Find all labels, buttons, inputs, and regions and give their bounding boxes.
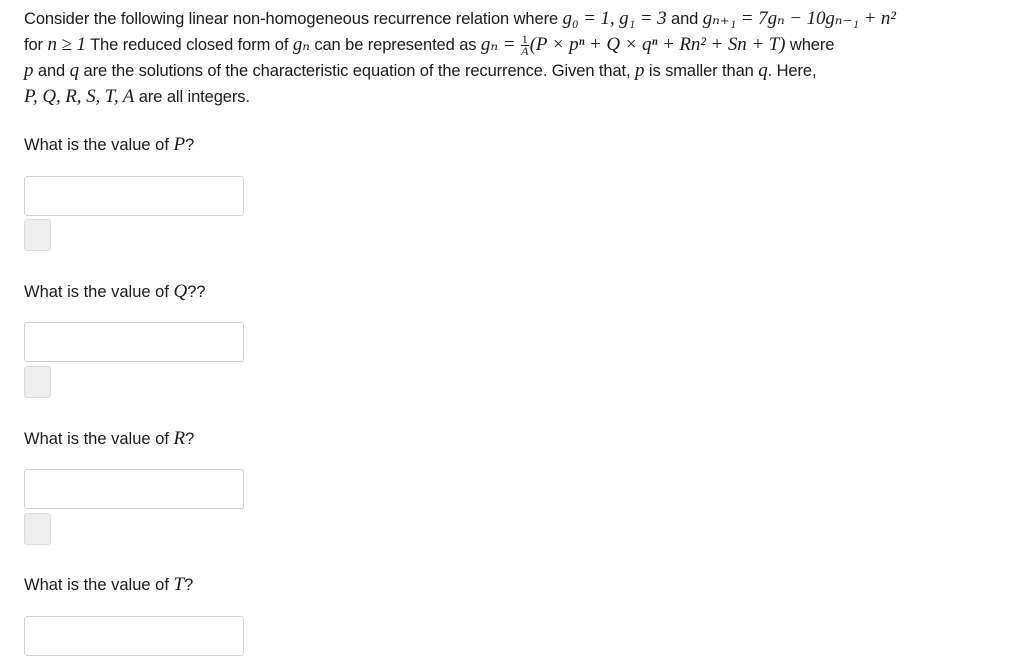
initial-conditions-math: g₀ = 1, g₁ = 3 (562, 8, 667, 29)
check-button-q[interactable] (24, 366, 51, 398)
condition-math: n ≥ 1 (47, 34, 86, 55)
closed-form-lhs-math: gₙ = (480, 34, 516, 55)
question-variable: T (173, 574, 185, 595)
problem-text: and (37, 62, 66, 80)
answer-input-p[interactable] (24, 176, 244, 216)
fraction-denominator: A (521, 44, 529, 59)
answer-input-q[interactable] (24, 322, 244, 362)
answer-input-t[interactable] (24, 616, 244, 656)
question-mark: ? (185, 136, 195, 154)
question-mark: ?? (187, 283, 206, 301)
answer-input-r[interactable] (24, 469, 244, 509)
problem-text: where (789, 36, 835, 54)
question-mark: ? (184, 576, 194, 594)
fraction-one-over-a (521, 34, 529, 57)
question-variable: R (173, 428, 186, 449)
question-variable: P (173, 134, 186, 155)
question-mark: ? (185, 430, 195, 448)
integer-vars-math: P, Q, R, S, T, A (24, 86, 135, 107)
question-text: What is the value of (24, 576, 169, 594)
check-button-r[interactable] (24, 513, 51, 545)
problem-text: are all integers. (138, 88, 250, 106)
problem-line-3 (24, 58, 1014, 84)
var-q: q (758, 60, 768, 81)
gn-math: gₙ (292, 34, 310, 55)
problem-line-1 (24, 6, 1014, 32)
var-p: p (24, 60, 34, 81)
problem-text: for (24, 36, 43, 54)
problem-line-4 (24, 84, 1014, 110)
question-t (24, 574, 193, 596)
problem-line-2 (24, 32, 1014, 58)
problem-text: The reduced closed form of (90, 36, 289, 54)
problem-text: is smaller than (648, 62, 754, 80)
question-text: What is the value of (24, 430, 169, 448)
check-button-p[interactable] (24, 219, 51, 251)
question-q (24, 281, 206, 303)
question-variable: Q (173, 281, 188, 302)
var-q: q (69, 60, 80, 81)
problem-statement (24, 6, 1014, 110)
question-text: What is the value of (24, 136, 169, 154)
problem-text: . Here, (767, 62, 817, 80)
question-text: What is the value of (24, 283, 169, 301)
problem-text: can be represented as (314, 36, 477, 54)
var-p: p (634, 60, 645, 81)
recurrence-math: gₙ₊₁ = 7gₙ − 10gₙ₋₁ + n² (702, 8, 896, 29)
problem-text: are the solutions of the characteristic equation of the recurrence. Given that, (83, 62, 631, 80)
closed-form-rhs-math: (P × pⁿ + Q × qⁿ + Rn² + Sn + T) (529, 34, 786, 55)
fraction-numerator: 1 (521, 32, 528, 47)
question-r (24, 428, 194, 450)
problem-text: and (671, 10, 699, 28)
problem-text: Consider the following linear non-homogeneous recurrence relation where (24, 10, 559, 28)
question-p (24, 134, 194, 156)
